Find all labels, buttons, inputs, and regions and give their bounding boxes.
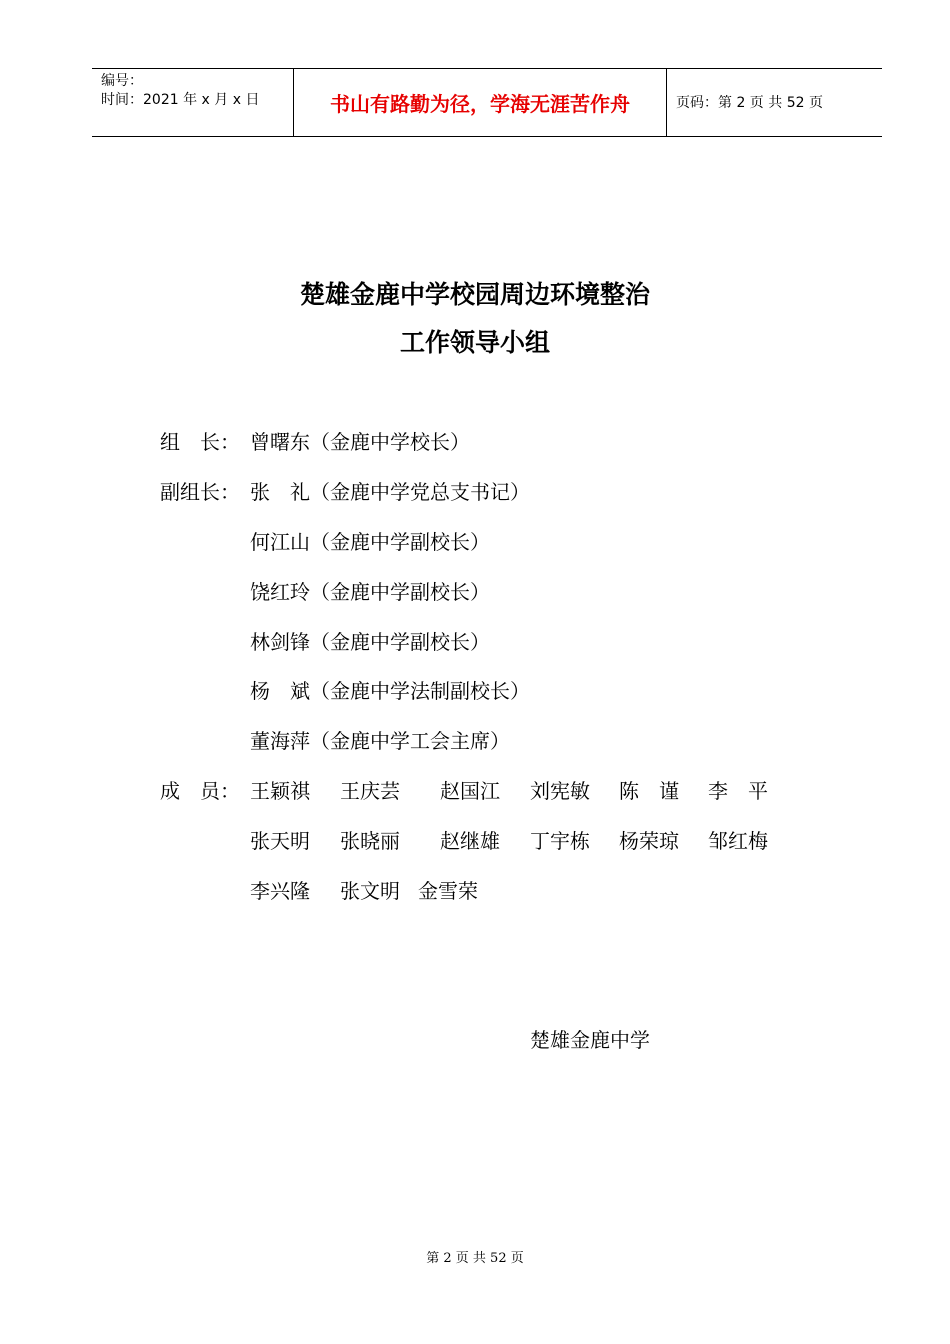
member-name: 赵国江 <box>440 779 500 803</box>
page-footer: 第 2 页 共 52 页 <box>426 1251 524 1266</box>
header-meta <box>92 69 294 136</box>
header-motto-cell <box>294 69 667 136</box>
deputy-name: 董海萍（金鹿中学工会主席） <box>250 729 510 753</box>
member-name: 张晓丽 <box>340 829 400 853</box>
deputy-name: 杨 斌（金鹿中学法制副校长） <box>250 679 530 703</box>
header-page-cell <box>667 69 882 136</box>
member-name: 张文明 <box>340 879 400 903</box>
header-motto: 书山有路勤为径，学海无涯苦作舟 <box>330 92 630 116</box>
member-name: 张天明 <box>250 829 310 853</box>
signature: 楚雄金鹿中学 <box>530 1028 650 1052</box>
deputy-role: 副组长： <box>160 480 240 504</box>
member-name: 邹红梅 <box>708 829 768 853</box>
page-header <box>92 68 882 137</box>
doc-title-line2: 工作领导小组 <box>399 328 550 357</box>
member-name: 金雪荣 <box>418 879 478 903</box>
leader-name: 曾曙东（金鹿中学校长） <box>250 430 470 454</box>
member-name: 赵继雄 <box>440 829 500 853</box>
time-label: 时间：2021 年 x 月 x 日 <box>101 92 260 108</box>
serial-label: 编号： <box>101 73 143 89</box>
leader-role: 组 长： <box>160 430 240 454</box>
member-name: 李兴隆 <box>250 879 310 903</box>
deputy-name: 张 礼（金鹿中学党总支书记） <box>250 480 530 504</box>
members-role: 成 员： <box>160 779 240 803</box>
member-name: 王颖祺 <box>250 779 310 803</box>
member-name: 王庆芸 <box>340 779 400 803</box>
deputy-name: 何江山（金鹿中学副校长） <box>250 530 490 554</box>
member-name: 杨荣琼 <box>619 829 679 853</box>
member-name: 陈 谨 <box>619 779 679 803</box>
member-name: 刘宪敏 <box>530 779 590 803</box>
deputy-name: 饶红玲（金鹿中学副校长） <box>250 580 490 604</box>
header-page-info: 页码：第 2 页 共 52 页 <box>676 95 823 111</box>
doc-title-line1: 楚雄金鹿中学校园周边环境整治 <box>299 280 650 309</box>
member-name: 李 平 <box>708 779 768 803</box>
deputy-name: 林剑锋（金鹿中学副校长） <box>250 630 490 654</box>
member-name: 丁宇栋 <box>530 829 590 853</box>
